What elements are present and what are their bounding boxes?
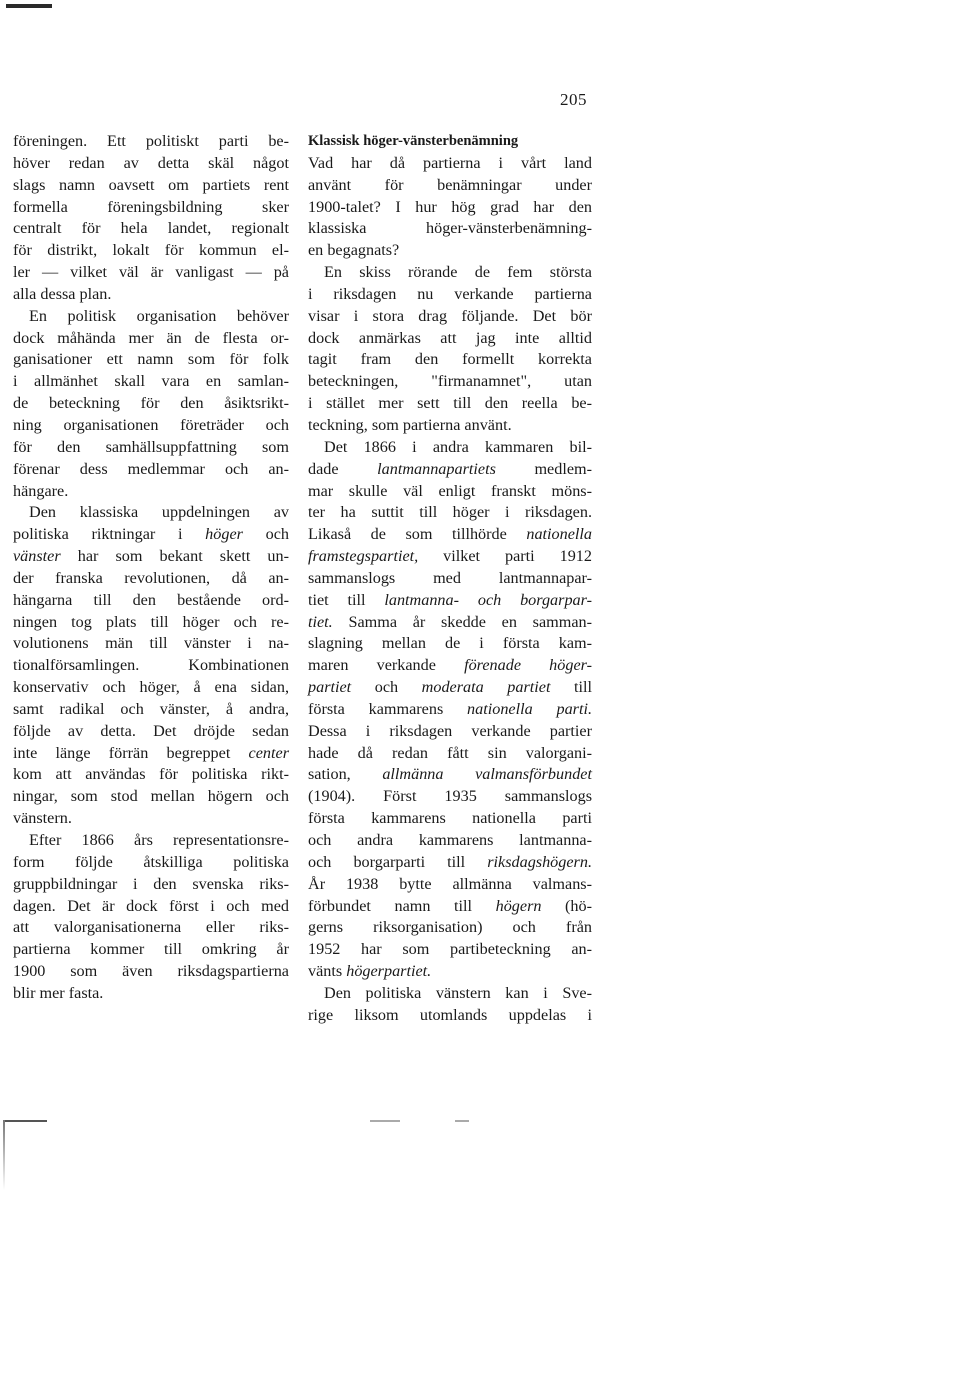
- text-line: mar skulle väl enligt franskt möns-: [308, 481, 592, 500]
- text-line: Den klassiska uppdelningen av: [29, 503, 289, 522]
- text-line: blir mer fasta.: [13, 983, 104, 1002]
- text-line: för den samhällsuppfattning som: [13, 437, 289, 456]
- text-line: 1952 har som partibeteckning an-: [308, 940, 592, 959]
- text-line: klassiska höger-vänsterbenämning-: [308, 219, 592, 238]
- text-line: följde av detta. Det dröjde sedan: [13, 721, 289, 740]
- text-line: samt radikal och vänster, å andra,: [13, 699, 289, 718]
- text-line: Efter 1866 års representationsre-: [29, 831, 289, 849]
- text-line: 1900-talet? I hur hög grad har den: [308, 197, 592, 216]
- paragraph-1: [308, 153, 592, 262]
- left-column: [13, 131, 289, 1005]
- scan-edge-mark: [3, 1120, 5, 1190]
- text-line: höver redan av detta skäl något: [13, 153, 289, 172]
- scan-artifact: [455, 1120, 469, 1122]
- text-line: hängarna till den bestående ord-: [13, 590, 289, 609]
- text-line: ningen tog plats till höger och re-: [13, 612, 289, 631]
- text-line: År 1938 bytte allmänna valmans-: [308, 874, 592, 893]
- text-line: alla dessa plan.: [13, 284, 112, 303]
- text-line: Dessa i riksdagen verkande partier: [308, 721, 592, 740]
- text-line: volutionens män till vänster i na-: [13, 634, 289, 653]
- text-line: i stället mer sett till den reella be-: [308, 394, 592, 413]
- text-line: sation, allmänna valmansförbundet: [308, 765, 592, 784]
- text-line: En politisk organisation behöver: [29, 306, 289, 325]
- scan-edge-mark: [3, 1120, 47, 1122]
- text-line: rige liksom utomlands uppdelas i: [308, 1005, 592, 1024]
- text-line: Det 1866 i andra kammaren bil-: [324, 437, 592, 456]
- scan-edge-mark: [6, 4, 52, 8]
- text-line: tagit fram den formellt korrekta: [308, 350, 592, 369]
- text-line: förbundet namn till högern (hö-: [308, 896, 593, 915]
- text-line: och andra kammarens lantmanna-: [308, 831, 592, 849]
- scan-artifact: [370, 1120, 400, 1122]
- text-line: vänstern.: [13, 809, 72, 828]
- text-line: teckning, som partierna använt.: [308, 415, 512, 434]
- text-line: inte länge förrän begreppet center: [13, 743, 289, 762]
- text-line: hade då redan fått sin valorgani-: [308, 743, 592, 762]
- paragraph-4: [13, 830, 289, 1005]
- paragraph-3: [308, 437, 592, 983]
- text-line: första kammarens nationella parti: [308, 809, 592, 828]
- text-line: En skiss rörande de fem största: [324, 263, 592, 282]
- text-line: (1904). Först 1935 sammanslogs: [308, 787, 592, 806]
- text-line: beteckningen, "firmanamnet", utan: [308, 372, 592, 391]
- right-column: [308, 131, 592, 1027]
- text-line: hängare.: [13, 481, 69, 500]
- text-line: politiska riktningar i höger och: [13, 525, 290, 544]
- section-heading: Klassisk höger-vänsterbenämning: [308, 133, 519, 149]
- text-line: dade lantmannapartiets medlem-: [308, 459, 592, 478]
- text-line: 1900 som även riksdagspartierna: [13, 962, 289, 981]
- text-line: föreningen. Ett politiskt parti be-: [13, 132, 289, 150]
- text-line: i riksdagen nu verkande partierna: [308, 284, 592, 303]
- text-line: gruppbildningar i den svenska riks-: [13, 874, 289, 893]
- text-line: partierna kommer till omkring år: [13, 940, 289, 959]
- text-line: framstegspartiet, vilket parti 1912: [308, 547, 592, 566]
- text-line: ning organisationen företräder och: [13, 415, 289, 434]
- paragraph-2: [13, 306, 289, 503]
- text-line: ter ha suttit till höger i riksdagen.: [308, 503, 592, 522]
- text-line: första kammarens nationella parti.: [308, 699, 592, 718]
- text-line: vänts högerpartiet.: [308, 962, 432, 981]
- text-line: sammanslogs med lantmannapar-: [308, 568, 592, 587]
- text-line: tiet till lantmanna- och borgarpar-: [308, 590, 593, 609]
- text-line: ningar, som stod mellan högern och: [13, 787, 289, 806]
- text-line: slagning mellan de i första kam-: [308, 634, 592, 653]
- paragraph-2: [308, 262, 592, 437]
- page-number: 205: [560, 90, 587, 109]
- text-line: kom att användas för politiska rikt-: [13, 765, 289, 784]
- text-line: förenar dess medlemmar och an-: [13, 459, 289, 478]
- text-line: form följde åtskilliga politiska: [13, 852, 289, 871]
- text-line: en begagnats?: [308, 241, 400, 260]
- text-line: ler — vilket väl är vanligast — på: [13, 263, 289, 282]
- text-line: att valorganisationerna eller riks-: [13, 918, 289, 937]
- text-line: Likaså de som tillhörde nationella: [308, 525, 592, 544]
- text-line: der franska revolutionen, då an-: [13, 568, 289, 587]
- text-line: slags namn oavsett om partiets rent: [13, 175, 289, 194]
- text-line: Vad har då partierna i vårt land: [308, 153, 592, 172]
- text-line: formella föreningsbildning sker: [13, 197, 289, 216]
- text-line: dock anmärkas att jag inte alltid: [308, 328, 592, 347]
- text-line: tionalförsamlingen. Kombinationen: [13, 656, 289, 675]
- paragraph-3: [13, 502, 289, 830]
- text-line: maren verkande förenade höger-: [308, 656, 593, 675]
- text-line: konservativ och höger, å ena sidan,: [13, 678, 289, 697]
- paragraph-4: [308, 983, 592, 1027]
- text-line: visar i stora drag följande. Det bör: [308, 306, 592, 325]
- text-line: centralt för hela landet, regionalt: [13, 219, 289, 238]
- text-line: de beteckning för den åsiktsrikt-: [13, 394, 289, 413]
- text-line: för distrikt, lokalt för kommun el-: [13, 241, 289, 260]
- text-line: vänster har som bekant skett un-: [13, 547, 289, 566]
- text-line: gerns riksorganisation) och från: [308, 918, 592, 937]
- paragraph-1: [13, 131, 289, 306]
- text-line: partiet och moderata partiet till: [308, 678, 593, 697]
- text-line: Den politiska vänstern kan i Sve-: [324, 983, 592, 1002]
- text-line: ganisationer ett namn som för folk: [13, 350, 289, 369]
- text-line: tiet. Samma år skedde en samman-: [308, 612, 592, 631]
- text-line: dagen. Det är dock först i och med: [13, 896, 289, 915]
- text-line: dock måhända mer än de flesta or-: [13, 328, 289, 347]
- text-line: använt för benämningar under: [308, 175, 592, 194]
- text-line: i allmänhet skall vara en samlan-: [13, 372, 289, 391]
- text-line: och borgarparti till riksdagshögern.: [308, 852, 592, 871]
